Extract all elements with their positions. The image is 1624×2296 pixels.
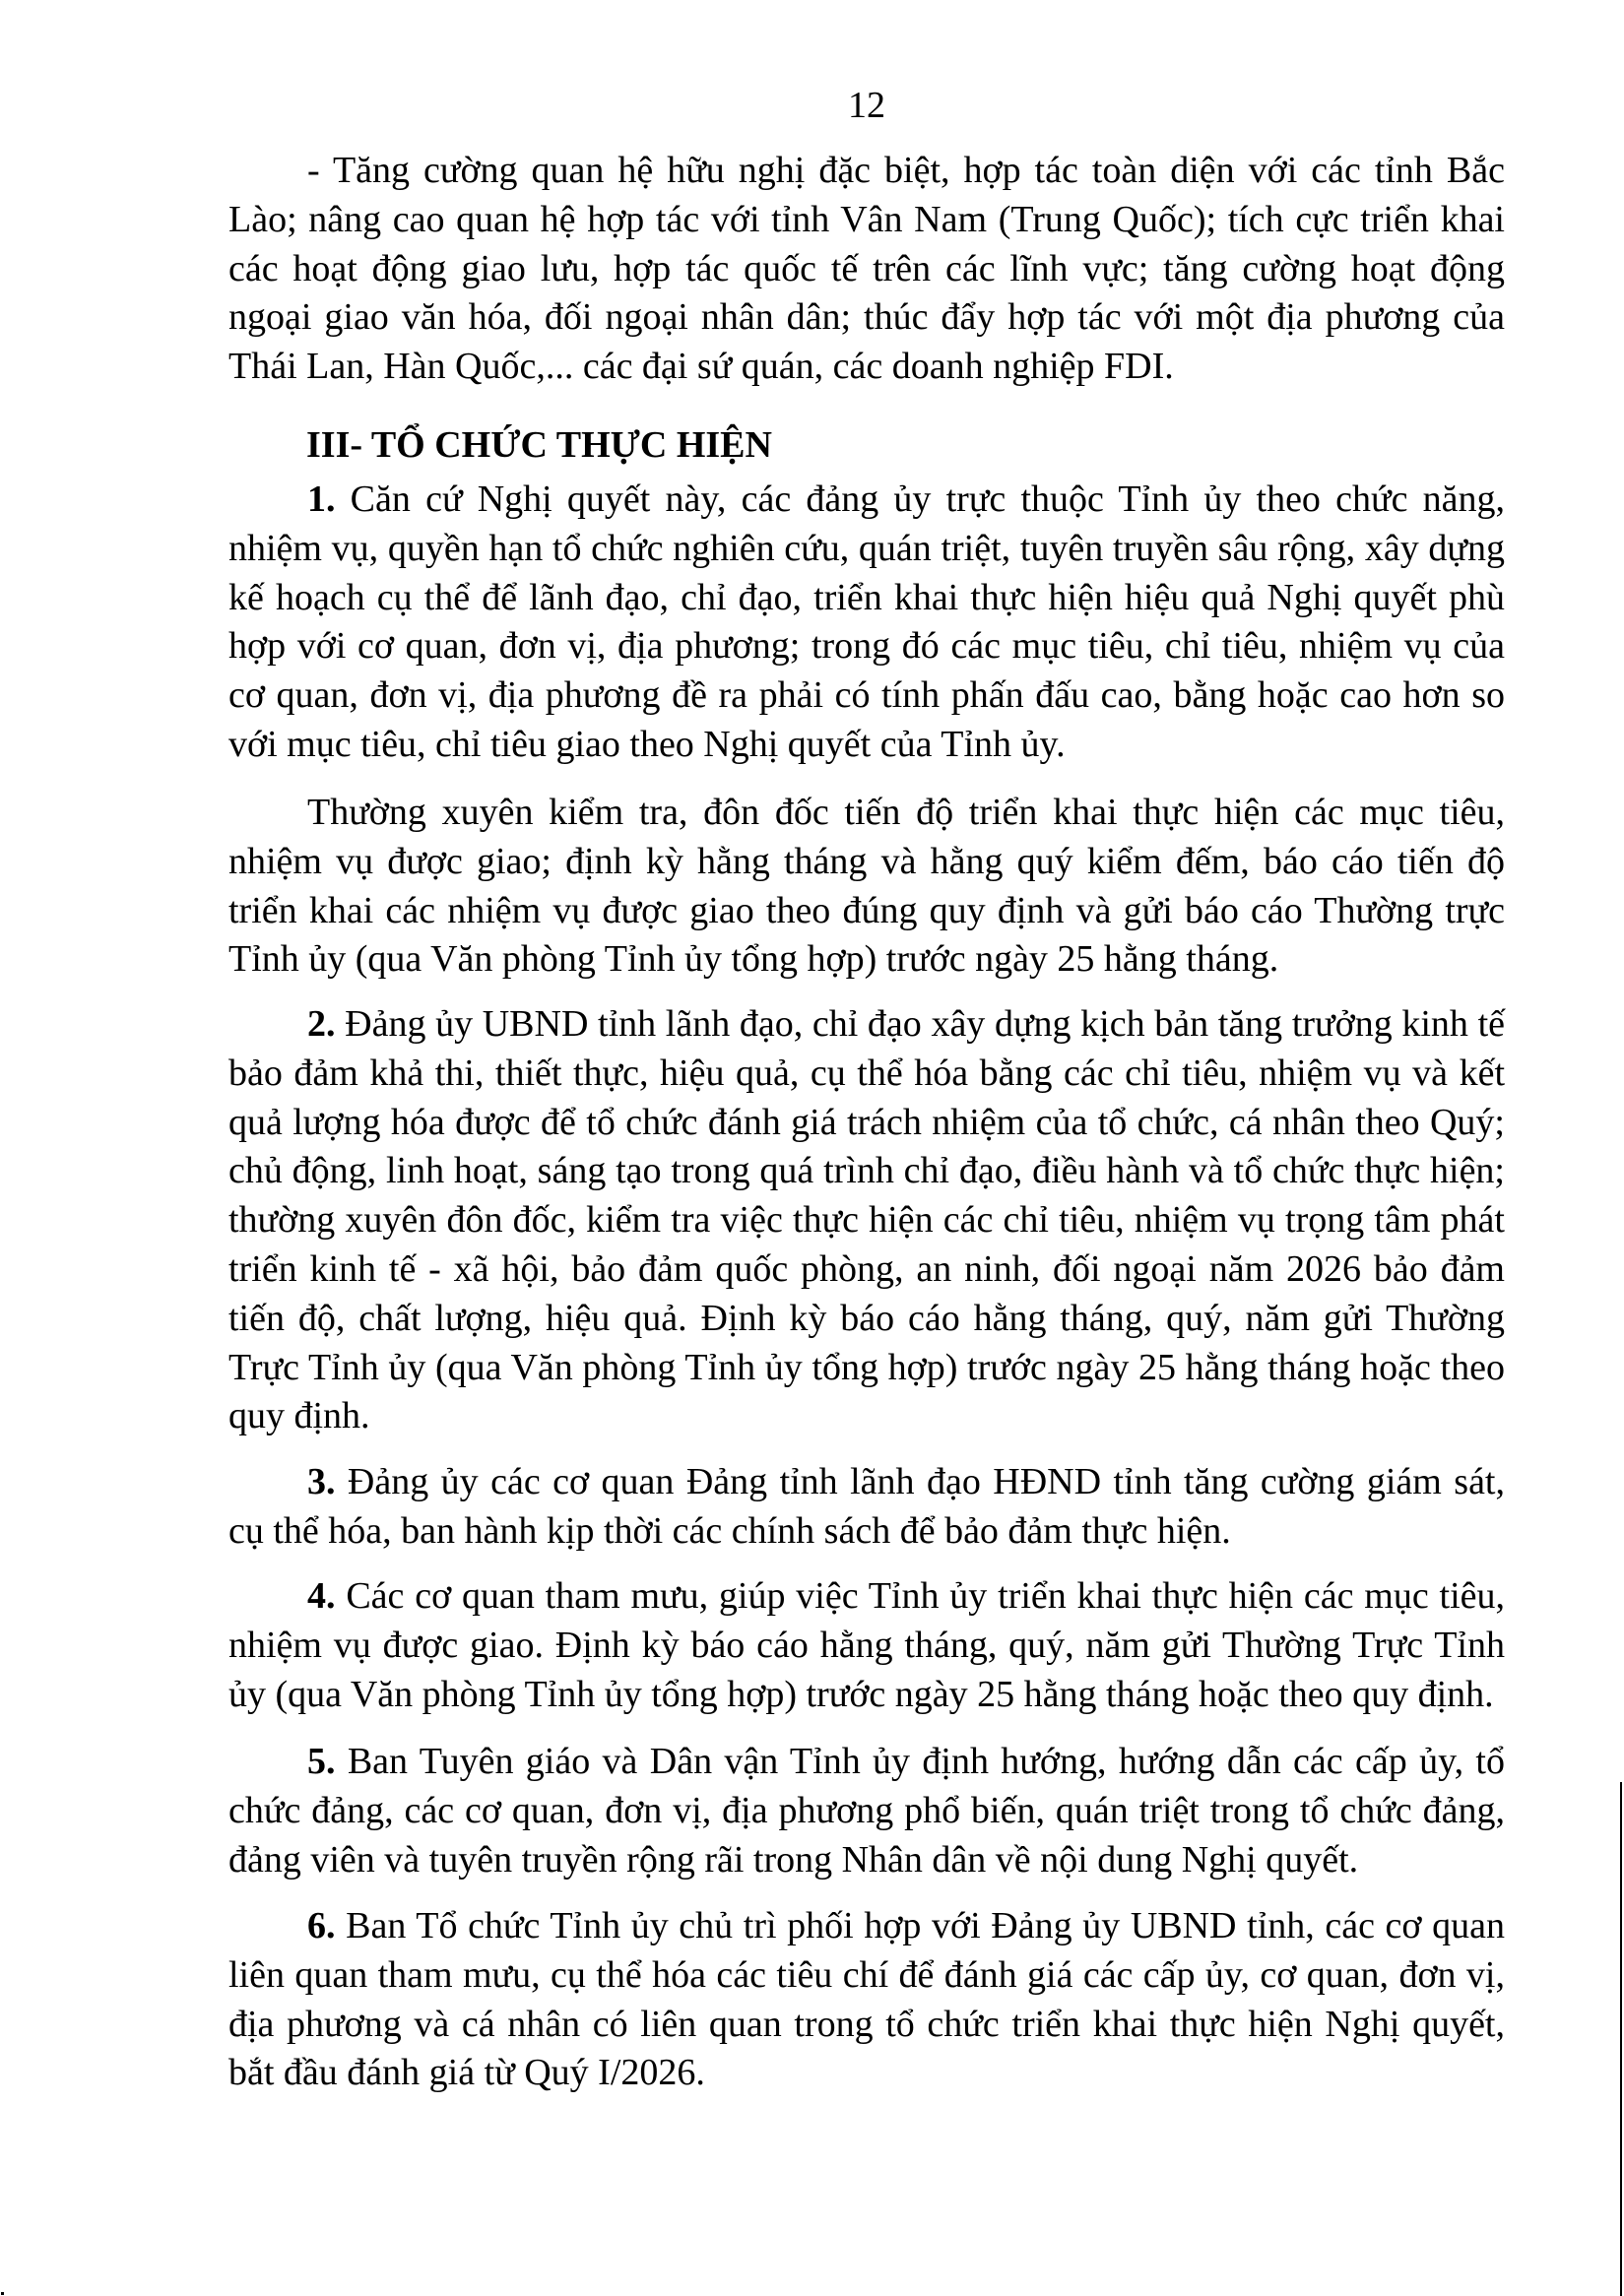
item-number: 2. [307,1003,336,1045]
item-paragraph-3 [228,1458,1505,1557]
item-text: Đảng ủy UBND tỉnh lãnh đạo, chỉ đạo xây dựng kịch bản tăng trưởng kinh tế bảo đảm khả thi, thiết thực, hiệu quả, cụ thể hóa bằng các chỉ tiêu, nhiệm vụ và kết quả lượng hóa được để tổ chức đánh giá trách nhiệm của tổ chức, cá nhân theo Quý; chủ động, linh hoạt, sáng tạo trong quá trình chỉ đạo, điều hành và tổ chức thực hiện; thường xuyên đôn đốc, kiểm tra việc thực hiện các chỉ tiêu, nhiệm vụ trọng tâm phát triển kinh tế - xã hội, bảo đảm quốc phòng, an ninh, đối ngoại năm 2026 bảo đảm tiến độ, chất lượng, hiệu quả. Định kỳ báo cáo hằng tháng, quý, năm gửi Thường Trực Tỉnh ủy (qua Văn phòng Tỉnh ủy tổng hợp) trước ngày 25 hằng tháng hoặc theo quy định. [228,1003,1505,1437]
item-number: 1. [307,478,336,520]
item-paragraph-5 [228,1738,1505,1884]
item-text: Thường xuyên kiểm tra, đôn đốc tiến độ triển khai thực hiện các mục tiêu, nhiệm vụ được giao; định kỳ hằng tháng và hằng quý kiểm đếm, báo cáo tiến độ triển khai các nhiệm vụ được giao theo đúng quy định và gửi báo cáo Thường trực Tỉnh ủy (qua Văn phòng Tỉnh ủy tổng hợp) trước ngày 25 hằng tháng. [228,792,1505,981]
intro-paragraph: - Tăng cường quan hệ hữu nghị đặc biệt, hợp tác toàn diện với các tỉnh Bắc Lào; nâng cao quan hệ hợp tác với tỉnh Vân Nam (Trung Quốc); tích cực triển khai các hoạt động giao lưu, hợp tác quốc tế trên các lĩnh vực; tăng cường hoạt động ngoại giao văn hóa, đối ngoại nhân dân; thúc đẩy hợp tác với một địa phương của Thái Lan, Hàn Quốc,... các đại sứ quán, các doanh nghiệp FDI. [228,150,1505,388]
item-paragraph-2 [228,1000,1505,1441]
item-text: Đảng ủy các cơ quan Đảng tỉnh lãnh đạo HĐND tỉnh tăng cường giám sát, cụ thể hóa, ban hành kịp thời các chính sách để bảo đảm thực hiện. [228,1461,1505,1552]
item-paragraph-6 [228,1902,1505,2098]
item-paragraph-1 [228,476,1505,770]
item-text: Ban Tuyên giáo và Dân vận Tỉnh ủy định hướng, hướng dẫn các cấp ủy, tổ chức đảng, các cơ quan, đơn vị, địa phương phổ biến, quán triệt trong tổ chức đảng, đảng viên và tuyên truyền rộng rãi trong Nhân dân về nội dung Nghị quyết. [228,1741,1505,1881]
scan-speck [1,2292,4,2295]
item-number: 6. [307,1905,336,1946]
item-text: Ban Tổ chức Tỉnh ủy chủ trì phối hợp với Đảng ủy UBND tỉnh, các cơ quan liên quan tham mưu, cụ thể hóa các tiêu chí để đánh giá các cấp ủy, cơ quan, đơn vị, địa phương và cá nhân có liên quan trong tổ chức triển khai thực hiện Nghị quyết, bắt đầu đánh giá từ Quý I/2026. [228,1905,1505,2094]
item-paragraph-followup [228,789,1505,985]
item-paragraph-4 [228,1572,1505,1719]
item-number: 3. [307,1461,336,1502]
scan-edge-line [1620,1782,1622,2296]
item-text: Các cơ quan tham mưu, giúp việc Tỉnh ủy triển khai thực hiện các mục tiêu, nhiệm vụ được giao. Định kỳ báo cáo hằng tháng, quý, năm gửi Thường Trực Tỉnh ủy (qua Văn phòng Tỉnh ủy tổng hợp) trước ngày 25 hằng tháng hoặc theo quy định. [228,1575,1505,1715]
item-text: Căn cứ Nghị quyết này, các đảng ủy trực thuộc Tỉnh ủy theo chức năng, nhiệm vụ, quyền hạn tổ chức nghiên cứu, quán triệt, tuyên truyền sâu rộng, xây dựng kế hoạch cụ thể để lãnh đạo, chỉ đạo, triển khai thực hiện hiệu quả Nghị quyết phù hợp với cơ quan, đơn vị, địa phương; trong đó các mục tiêu, chỉ tiêu, nhiệm vụ của cơ quan, đơn vị, địa phương đề ra phải có tính phấn đấu cao, bằng hoặc cao hơn so với mục tiêu, chỉ tiêu giao theo Nghị quyết của Tỉnh ủy. [228,478,1505,765]
item-number: 5. [307,1741,336,1782]
section-heading: III- TỔ CHỨC THỰC HIỆN [306,424,772,466]
page-number: 12 [848,85,885,126]
item-number: 4. [307,1575,336,1617]
